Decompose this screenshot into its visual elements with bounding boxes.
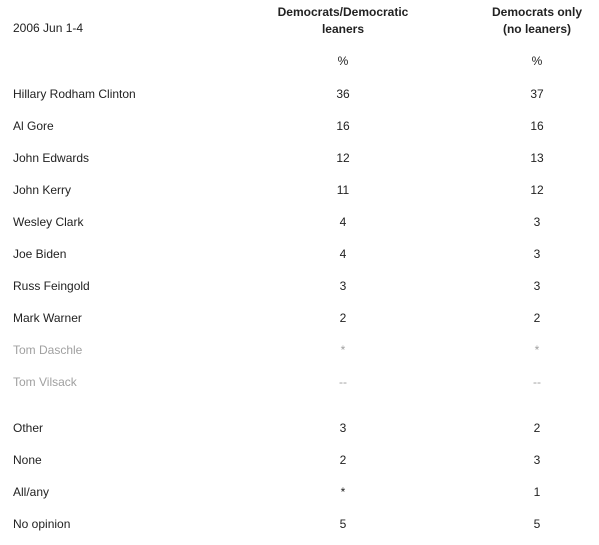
row-value-only: 1 — [533, 485, 541, 499]
row-value-only: 12 — [530, 183, 544, 197]
row-label: Mark Warner — [13, 311, 82, 325]
row-value-leaners: 3 — [339, 279, 347, 293]
row-value-leaners: 2 — [339, 311, 347, 325]
column-header-democrats-only — [492, 4, 582, 38]
row-value-leaners: 12 — [336, 151, 350, 165]
date-label: 2006 Jun 1-4 — [13, 21, 84, 35]
row-label: John Kerry — [13, 183, 72, 197]
row-value-only: 2 — [533, 311, 541, 325]
column-header-line2: (no leaners) — [502, 22, 571, 36]
row-value-only: 2 — [533, 421, 541, 435]
unit-label: % — [531, 54, 543, 68]
row-value-only: * — [534, 343, 540, 357]
column-header-line1: Democrats only — [491, 5, 583, 19]
row-label: Wesley Clark — [13, 215, 84, 229]
row-label: None — [13, 453, 42, 467]
row-value-only: 16 — [530, 119, 544, 133]
row-value-only: 3 — [533, 453, 541, 467]
row-label: Joe Biden — [13, 247, 67, 261]
row-value-leaners: 16 — [336, 119, 350, 133]
row-value-leaners: -- — [339, 375, 347, 389]
row-value-leaners: 36 — [336, 87, 350, 101]
row-value-leaners: 4 — [339, 215, 347, 229]
row-value-only: 37 — [530, 87, 544, 101]
row-value-only: 13 — [530, 151, 544, 165]
row-value-leaners: 4 — [339, 247, 347, 261]
row-value-only: 3 — [533, 247, 541, 261]
row-label: Al Gore — [13, 119, 54, 133]
column-header-democrats-leaners — [278, 4, 409, 38]
row-value-leaners: 2 — [339, 453, 347, 467]
row-label: No opinion — [13, 517, 71, 531]
row-label: All/any — [13, 485, 50, 499]
row-label: John Edwards — [13, 151, 90, 165]
column-header-line2: leaners — [321, 22, 365, 36]
column-header-line1: Democrats/Democratic — [277, 5, 409, 19]
row-value-leaners: * — [340, 343, 346, 357]
row-value-only: -- — [533, 375, 541, 389]
row-label: Tom Vilsack — [13, 375, 77, 389]
row-value-leaners: 5 — [339, 517, 347, 531]
row-label: Tom Daschle — [13, 343, 83, 357]
row-label: Hillary Rodham Clinton — [13, 87, 136, 101]
row-value-only: 3 — [533, 215, 541, 229]
unit-label: % — [337, 54, 349, 68]
row-value-leaners: * — [340, 485, 346, 499]
row-value-leaners: 11 — [336, 183, 350, 197]
row-value-leaners: 3 — [339, 421, 347, 435]
row-value-only: 5 — [533, 517, 541, 531]
row-value-only: 3 — [533, 279, 541, 293]
row-label: Other — [13, 421, 44, 435]
row-label: Russ Feingold — [13, 279, 90, 293]
